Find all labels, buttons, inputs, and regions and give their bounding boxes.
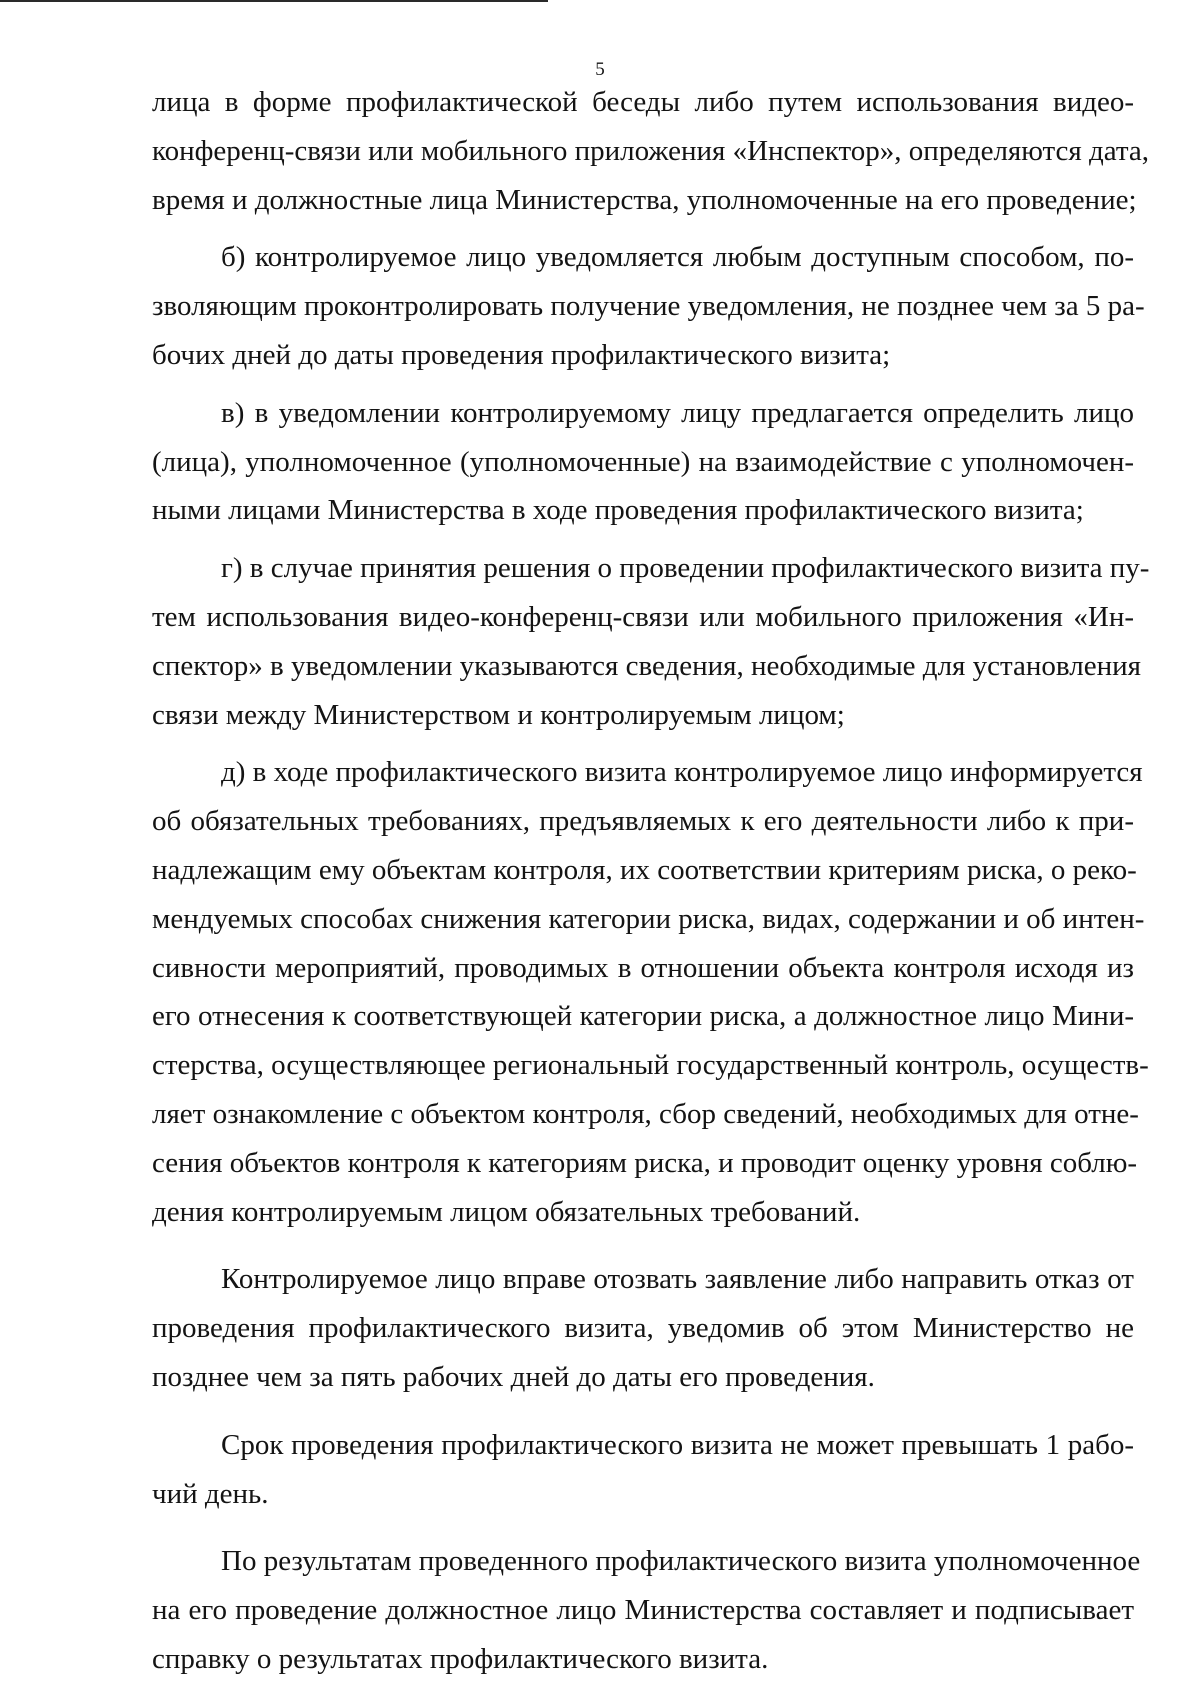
document-body xyxy=(152,78,1150,1684)
text-line: позднее чем за пять рабочих дней до даты его проведения. xyxy=(152,1360,875,1393)
text-line: на его проведение должностное лицо Министерства составляет и подписывает xyxy=(152,1594,1134,1627)
text-line: г) в случае принятия решения о проведении профилактического визита пу- xyxy=(221,552,1150,585)
text-line: связи между Министерством и контролируемым лицом; xyxy=(152,698,845,731)
top-rule xyxy=(0,0,548,2)
text-line: тем использования видео-конференц-связи или мобильного приложения «Ин- xyxy=(152,600,1134,633)
text-line: зволяющим проконтролировать получение уведомления, не позднее чем за 5 ра- xyxy=(152,290,1145,323)
text-line: стерства, осуществляющее региональный государственный контроль, осуществ- xyxy=(152,1049,1149,1082)
text-line: (лица), уполномоченное (уполномоченные) на взаимодействие с уполномочен- xyxy=(152,445,1134,478)
text-line: об обязательных требованиях, предъявляемых к его деятельности либо к при- xyxy=(152,805,1134,838)
text-line: сения объектов контроля к категориям риска, и проводит оценку уровня соблю- xyxy=(152,1146,1138,1179)
page-number: 5 xyxy=(595,59,605,80)
text-line: сивности мероприятий, проводимых в отношении объекта контроля исходя из xyxy=(152,951,1134,984)
text-line: д) в ходе профилактического визита контролируемое лицо информируется xyxy=(221,756,1143,789)
text-line: мендуемых способах снижения категории риска, видах, содержании и об интен- xyxy=(152,902,1145,935)
text-line: ными лицами Министерства в ходе проведения профилактического визита; xyxy=(152,494,1084,527)
text-line: спектор» в уведомлении указываются сведения, необходимые для установления xyxy=(152,649,1141,682)
text-line: время и должностные лица Министерства, уполномоченные на его проведение; xyxy=(152,183,1137,216)
text-line: конференц-связи или мобильного приложения «Инспектор», определяются дата, xyxy=(152,134,1150,167)
text-line: Контролируемое лицо вправе отозвать заявление либо направить отказ от xyxy=(221,1263,1134,1296)
text-line: в) в уведомлении контролируемому лицу предлагается определить лицо xyxy=(221,396,1134,429)
text-line: ляет ознакомление с объектом контроля, сбор сведений, необходимых для отне- xyxy=(152,1097,1139,1130)
text-line: его отнесения к соответствующей категории риска, а должностное лицо Мини- xyxy=(152,1000,1134,1033)
text-line: бочих дней до даты проведения профилактического визита; xyxy=(152,338,891,371)
text-line: По результатам проведенного профилактического визита уполномоченное xyxy=(221,1545,1141,1578)
text-line: чий день. xyxy=(152,1477,269,1510)
text-line: справку о результатах профилактического визита. xyxy=(152,1642,769,1675)
text-line: дения контролируемым лицом обязательных требований. xyxy=(152,1195,861,1228)
text-line: лица в форме профилактической беседы либо путем использования видео- xyxy=(152,86,1134,118)
text-line: б) контролируемое лицо уведомляется любым доступным способом, по- xyxy=(221,241,1134,274)
text-line: Срок проведения профилактического визита не может превышать 1 рабо- xyxy=(221,1428,1134,1461)
text-line: надлежащим ему объектам контроля, их соответствии критериям риска, о реко- xyxy=(152,853,1137,886)
text-line: проведения профилактического визита, уведомив об этом Министерство не xyxy=(152,1312,1134,1345)
